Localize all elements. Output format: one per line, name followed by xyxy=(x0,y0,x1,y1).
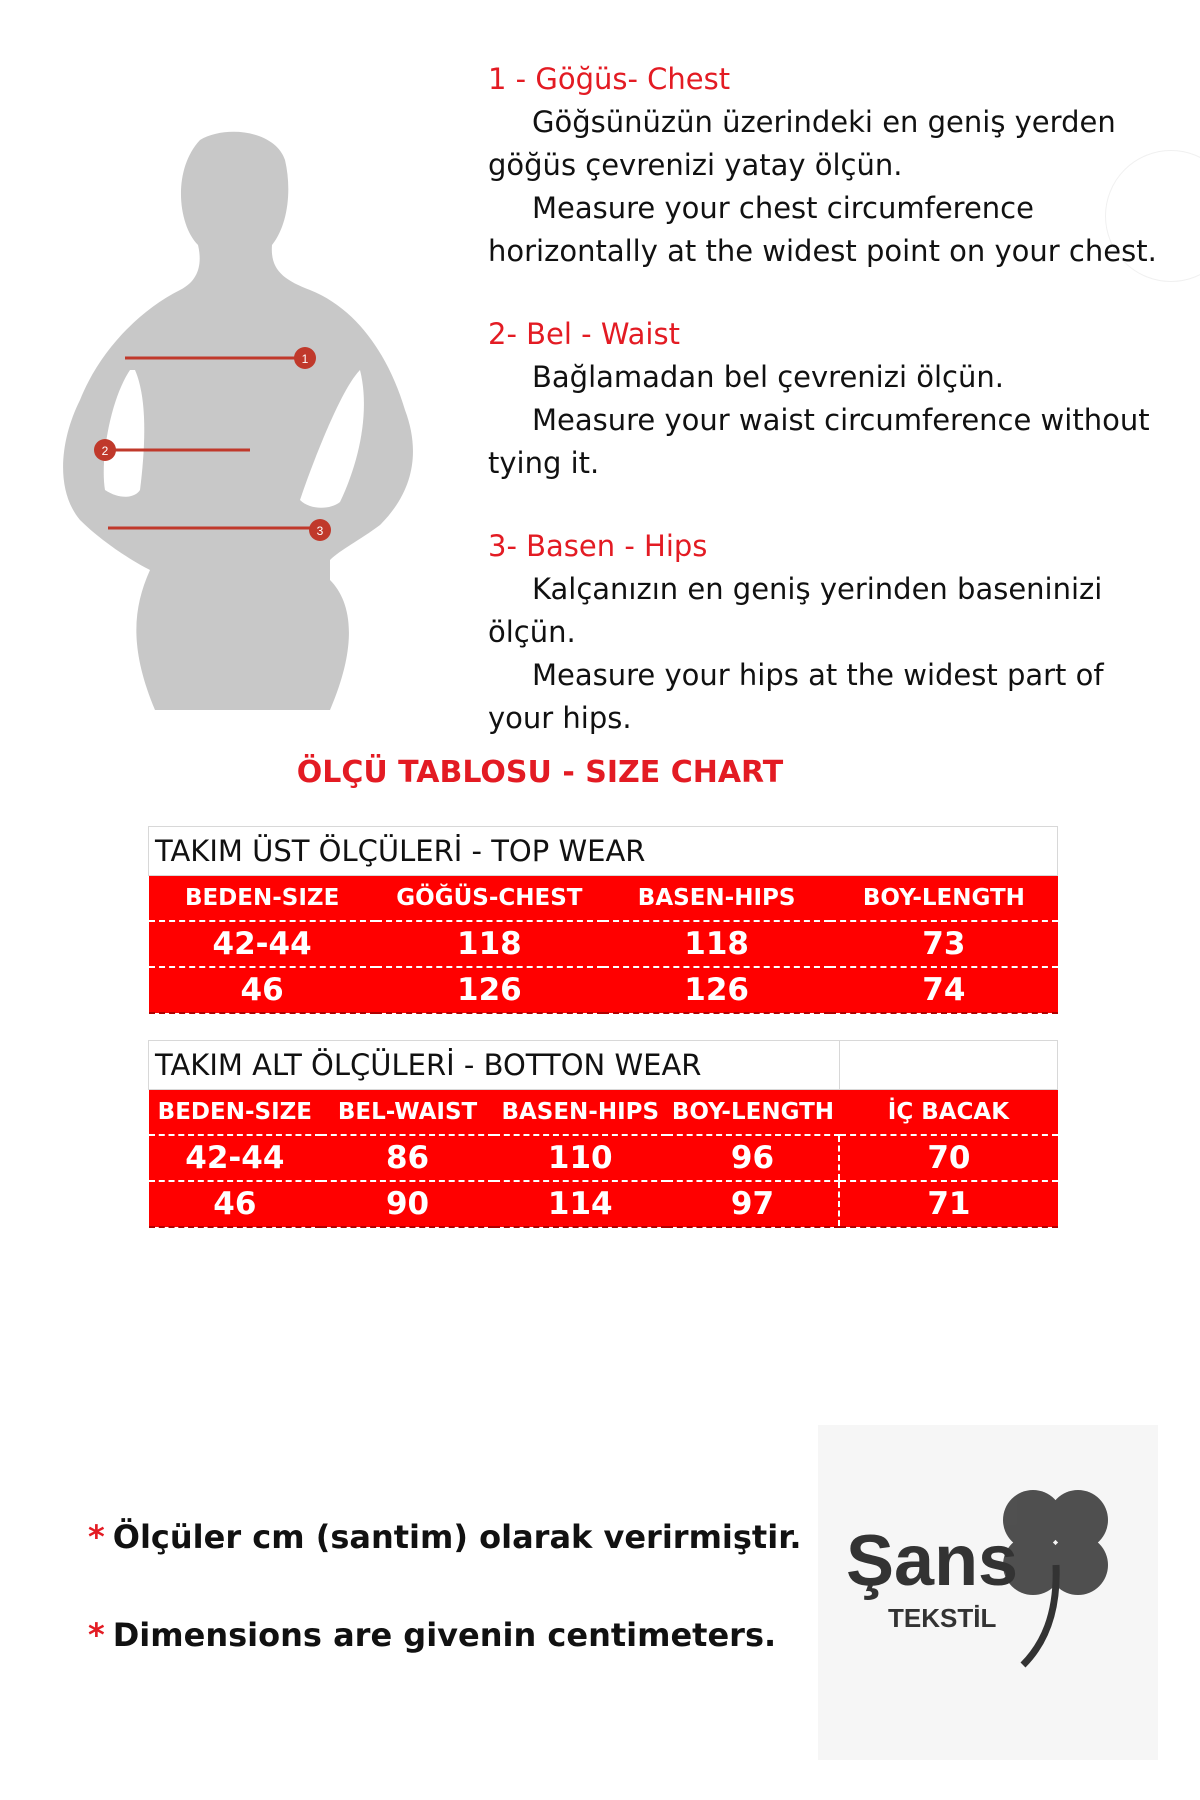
note-units-tr xyxy=(88,1518,802,1616)
top-wear-table xyxy=(148,826,1058,1014)
table-cell: 73 xyxy=(830,921,1057,967)
table-cell: 86 xyxy=(321,1135,494,1181)
logo-brand-text: Şans xyxy=(846,1521,1019,1601)
waist-en-cont: tying it. xyxy=(488,446,600,480)
bottom-wear-header xyxy=(149,1090,1058,1136)
note-units-en xyxy=(88,1616,802,1714)
column-header: BASEN-HIPS xyxy=(494,1090,667,1136)
table-cell: 70 xyxy=(839,1135,1057,1181)
column-header: BEL-WAIST xyxy=(321,1090,494,1136)
table-cell: 110 xyxy=(494,1135,667,1181)
chest-tr: Göğsünüzün üzerindeki en geniş yerden xyxy=(532,105,1116,139)
table-cell: 114 xyxy=(494,1181,667,1227)
table-cell: 90 xyxy=(321,1181,494,1227)
column-header: BOY-LENGTH xyxy=(830,876,1057,922)
chest-en-cont: horizontally at the widest point on your chest. xyxy=(488,234,1157,268)
brand-logo xyxy=(818,1425,1158,1760)
column-header: BEDEN-SIZE xyxy=(149,1090,322,1136)
top-wear-caption-row xyxy=(149,827,1058,876)
hips-instruction xyxy=(488,525,1168,740)
hips-tr: Kalçanızın en geniş yerinden baseninizi xyxy=(532,572,1103,606)
bottom-wear-caption-row xyxy=(149,1041,1058,1090)
hips-en-cont: your hips. xyxy=(488,701,632,735)
table-cell: 46 xyxy=(149,1181,322,1227)
table-cell: 74 xyxy=(830,967,1057,1013)
table-cell: 97 xyxy=(667,1181,840,1227)
bottom-wear-caption: TAKIM ALT ÖLÇÜLERİ - BOTTON WEAR xyxy=(149,1041,840,1090)
table-cell: 42-44 xyxy=(149,921,376,967)
column-header: GÖĞÜS-CHEST xyxy=(376,876,603,922)
waist-instruction xyxy=(488,313,1168,485)
body-silhouette xyxy=(60,130,450,710)
marker-3: 3 xyxy=(316,524,324,538)
table-cell: 96 xyxy=(667,1135,840,1181)
marker-1: 1 xyxy=(301,352,309,366)
size-chart-title: ÖLÇÜ TABLOSU - SIZE CHART xyxy=(296,755,784,790)
hips-title: 3- Basen - Hips xyxy=(488,529,708,563)
table-cell: 71 xyxy=(839,1181,1057,1227)
clover-icon xyxy=(818,1425,1158,1760)
empty-caption-cell xyxy=(839,1041,1057,1090)
table-row xyxy=(149,1181,1058,1227)
waist-tr: Bağlamadan bel çevrenizi ölçün. xyxy=(532,360,1004,394)
notes xyxy=(88,1518,802,1714)
top-wear-header xyxy=(149,876,1058,922)
table-row xyxy=(149,921,1058,967)
waist-title: 2- Bel - Waist xyxy=(488,317,680,351)
chest-tr-cont: göğüs çevrenizi yatay ölçün. xyxy=(488,148,903,182)
asterisk: * xyxy=(88,1616,105,1654)
body-measurement-figure xyxy=(60,130,450,710)
table-cell: 126 xyxy=(603,967,830,1013)
note-en-text: Dimensions are givenin centimeters. xyxy=(112,1616,777,1654)
table-row xyxy=(149,1135,1058,1181)
hips-en: Measure your hips at the widest part of xyxy=(532,658,1104,692)
column-header: İÇ BACAK xyxy=(839,1090,1057,1136)
chest-en: Measure your chest circumference xyxy=(532,191,1034,225)
note-tr-text: Ölçüler cm (santim) olarak verirmiştir. xyxy=(112,1518,802,1556)
table-cell: 118 xyxy=(376,921,603,967)
column-header: BEDEN-SIZE xyxy=(149,876,376,922)
column-header: BOY-LENGTH xyxy=(667,1090,840,1136)
waist-en: Measure your waist circumference without xyxy=(532,403,1150,437)
asterisk: * xyxy=(88,1518,105,1556)
table-cell: 126 xyxy=(376,967,603,1013)
table-cell: 42-44 xyxy=(149,1135,322,1181)
top-wear-caption: TAKIM ÜST ÖLÇÜLERİ - TOP WEAR xyxy=(149,827,1058,876)
table-cell: 118 xyxy=(603,921,830,967)
measurement-instructions xyxy=(488,58,1168,780)
bottom-wear-table xyxy=(148,1040,1058,1228)
logo-sub-text: TEKSTİL xyxy=(888,1603,997,1633)
table-row xyxy=(149,967,1058,1013)
table-cell: 46 xyxy=(149,967,376,1013)
column-header: BASEN-HIPS xyxy=(603,876,830,922)
hips-tr-cont: ölçün. xyxy=(488,615,576,649)
chest-title: 1 - Göğüs- Chest xyxy=(488,62,731,96)
marker-2: 2 xyxy=(101,444,109,458)
chest-instruction xyxy=(488,58,1168,273)
